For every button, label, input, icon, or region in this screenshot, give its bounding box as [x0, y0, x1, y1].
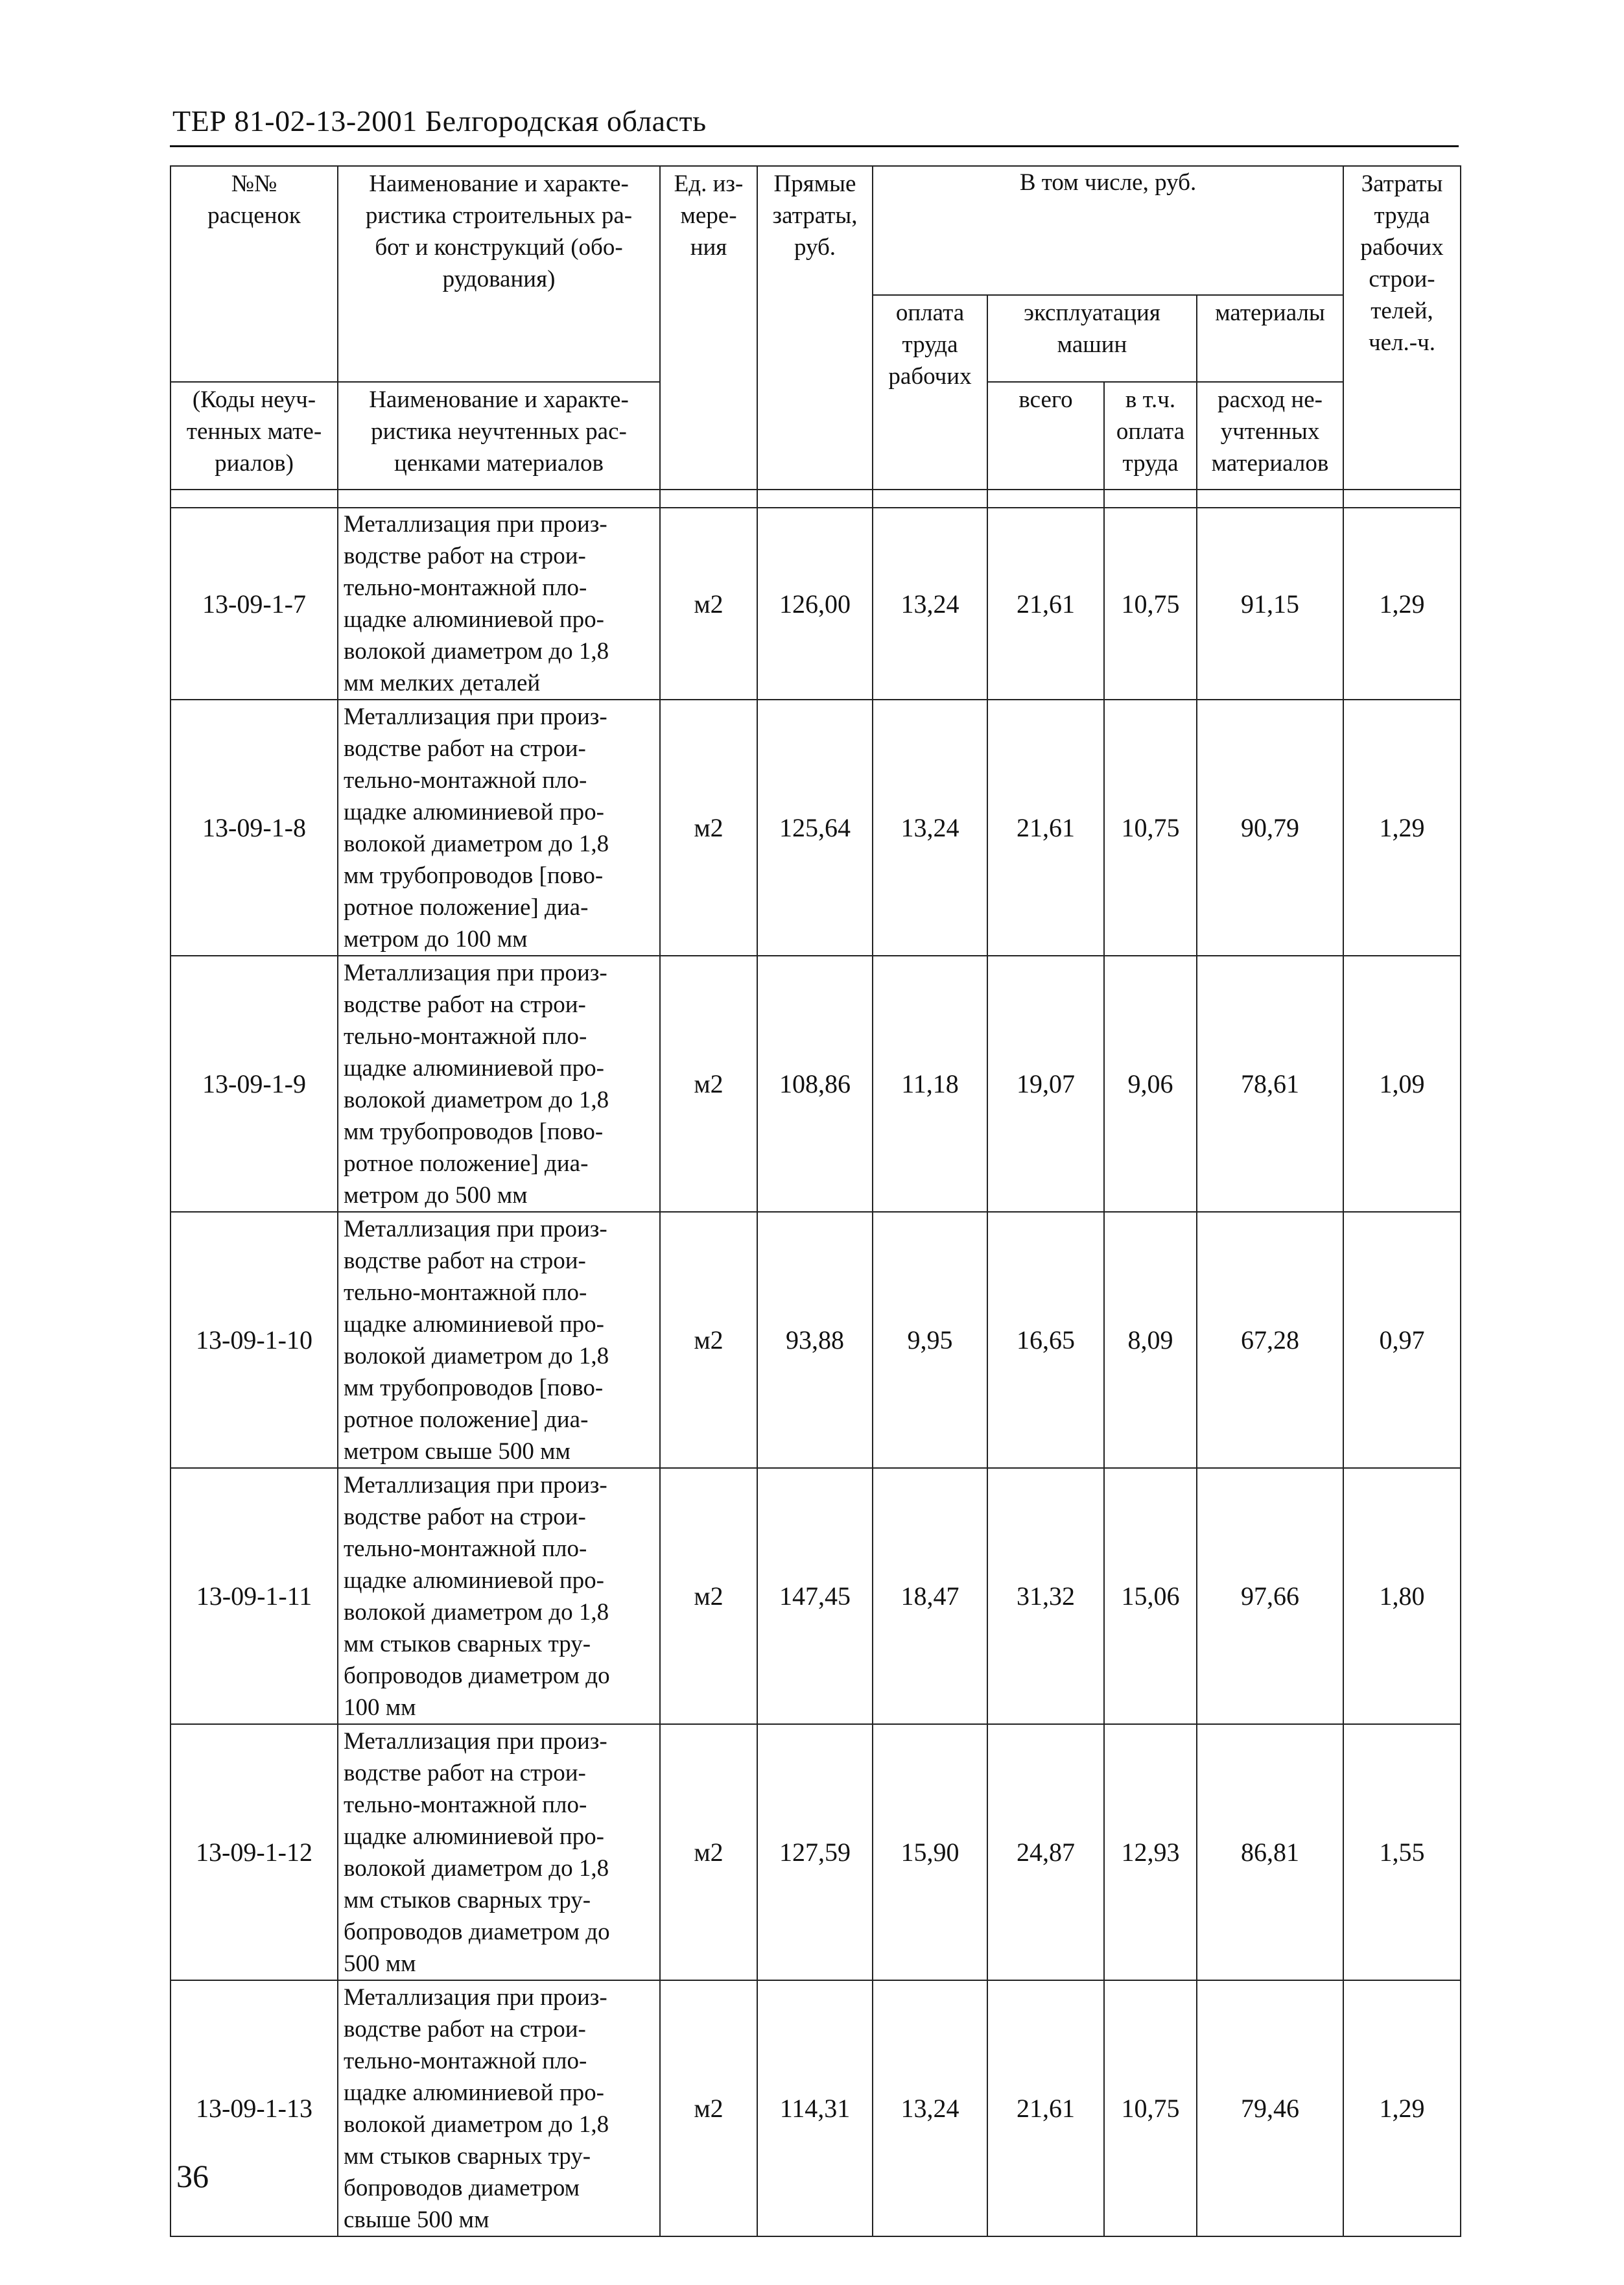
- header-line: эксплуатация: [1024, 300, 1160, 326]
- description-line: щадке алюминиевой про-: [344, 606, 604, 633]
- direct-cost-value: 108,86: [757, 956, 873, 1212]
- machines-wages-value: 15,06: [1104, 1468, 1197, 1724]
- header-line: рабочих: [1360, 234, 1444, 261]
- labor-header: [1344, 168, 1460, 359]
- table-row: [171, 1212, 1461, 1468]
- wages-value: 15,90: [873, 1724, 987, 1980]
- labor-value: 1,55: [1343, 1724, 1461, 1980]
- header-line: рудования): [442, 266, 556, 292]
- header-line: №№: [231, 171, 277, 197]
- unit-value: м2: [660, 508, 757, 700]
- table-body: [171, 508, 1461, 2236]
- machines-header-cell: [987, 295, 1197, 382]
- header-line: (Коды неуч-: [192, 386, 316, 413]
- materials-sub-header: [1201, 384, 1339, 479]
- header-line: расценок: [207, 202, 301, 229]
- header-line: Ед. из-: [674, 171, 744, 197]
- machines-total-header: всего: [987, 382, 1104, 490]
- header-line: ристика строительных ра-: [365, 202, 633, 229]
- wages-value: 13,24: [873, 508, 987, 700]
- rate-code: 13-09-1-13: [171, 1980, 338, 2236]
- description-line: щадке алюминиевой про-: [344, 1310, 604, 1338]
- unit-value: м2: [660, 1980, 757, 2236]
- machines-total-value: 19,07: [987, 956, 1104, 1212]
- code-header: [175, 168, 333, 231]
- description-line: волокой диаметром до 1,8: [344, 830, 609, 857]
- code-sub-header-cell: [171, 382, 338, 490]
- wages-value: 11,18: [873, 956, 987, 1212]
- rate-description: [338, 1724, 660, 1980]
- machines-wages-value: 12,93: [1104, 1724, 1197, 1980]
- materials-value: 97,66: [1197, 1468, 1343, 1724]
- machines-total-value: 31,32: [987, 1468, 1104, 1724]
- direct-cost-value: 93,88: [757, 1212, 873, 1468]
- description-line: метром свыше 500 мм: [344, 1438, 571, 1465]
- table-row: [171, 1724, 1461, 1980]
- code-header-rest: [171, 295, 338, 382]
- wages-value: 18,47: [873, 1468, 987, 1724]
- rate-code: 13-09-1-9: [171, 956, 338, 1212]
- header-line: Наименование и характе-: [369, 171, 629, 197]
- header-line: оплата: [1116, 418, 1185, 445]
- description-line: водстве работ на строи-: [344, 1759, 586, 1786]
- materials-value: 78,61: [1197, 956, 1343, 1212]
- wages-header: [877, 297, 983, 392]
- machines-total-value: 24,87: [987, 1724, 1104, 1980]
- code-header-cell: [171, 166, 338, 295]
- header-line: учтенных: [1220, 418, 1320, 445]
- materials-value: 91,15: [1197, 508, 1343, 700]
- rate-description: [338, 1468, 660, 1724]
- machines-wages-header-cell: [1104, 382, 1197, 490]
- description-line: волокой диаметром до 1,8: [344, 1598, 609, 1626]
- description-line: тельно-монтажной пло-: [344, 1023, 587, 1050]
- description-line: Металлизация при произ-: [344, 1215, 607, 1242]
- materials-value: 86,81: [1197, 1724, 1343, 1980]
- description-line: бопроводов диаметром до: [344, 1662, 610, 1689]
- rate-description: [338, 700, 660, 956]
- description-line: мм стыков сварных тру-: [344, 2142, 591, 2170]
- rates-table: [170, 165, 1461, 2237]
- header-line: труда: [902, 331, 958, 358]
- header-line: Наименование и характе-: [369, 386, 629, 413]
- description-line: волокой диаметром до 1,8: [344, 1086, 609, 1113]
- table-row: [171, 508, 1461, 700]
- direct-cost-value: 114,31: [757, 1980, 873, 2236]
- header-line: тенных мате-: [186, 418, 322, 445]
- description-line: волокой диаметром до 1,8: [344, 1854, 609, 1882]
- description-line: метром до 100 мм: [344, 925, 528, 953]
- header-line: оплата: [895, 300, 965, 326]
- header-line: руб.: [794, 234, 836, 261]
- description-line: тельно-монтажной пло-: [344, 1535, 587, 1562]
- description-line: метром до 500 мм: [344, 1181, 528, 1209]
- machines-wages-value: 10,75: [1104, 1980, 1197, 2236]
- description-line: водстве работ на строи-: [344, 1247, 586, 1274]
- description-line: щадке алюминиевой про-: [344, 1823, 604, 1850]
- description-line: щадке алюминиевой про-: [344, 798, 604, 825]
- description-line: тельно-монтажной пло-: [344, 2047, 587, 2074]
- direct-header-cell: [757, 166, 873, 490]
- header-line: материалов: [1211, 450, 1329, 477]
- machines-wages-value: 9,06: [1104, 956, 1197, 1212]
- labor-value: 1,29: [1343, 1980, 1461, 2236]
- page-number: 36: [176, 2158, 209, 2194]
- header-line: затраты,: [772, 202, 858, 229]
- unit-value: м2: [660, 956, 757, 1212]
- wages-value: 13,24: [873, 1980, 987, 2236]
- header-line: мере-: [680, 202, 737, 229]
- description-line: тельно-монтажной пло-: [344, 1791, 587, 1818]
- table-row: [171, 956, 1461, 1212]
- rate-code: 13-09-1-7: [171, 508, 338, 700]
- labor-value: 1,29: [1343, 700, 1461, 956]
- table-head: [171, 166, 1461, 508]
- materials-value: 79,46: [1197, 1980, 1343, 2236]
- labor-value: 1,09: [1343, 956, 1461, 1212]
- description-line: мм трубопроводов [пово-: [344, 1374, 604, 1401]
- description-line: водстве работ на строи-: [344, 1503, 586, 1530]
- header-line: бот и конструкций (обо-: [375, 234, 623, 261]
- materials-sub-header-cell: [1197, 382, 1343, 490]
- description-line: щадке алюминиевой про-: [344, 1567, 604, 1594]
- machines-total-value: 21,61: [987, 508, 1104, 700]
- header-line: строи-: [1369, 266, 1435, 292]
- direct-cost-value: 127,59: [757, 1724, 873, 1980]
- rate-code: 13-09-1-11: [171, 1468, 338, 1724]
- machines-total-value: 21,61: [987, 1980, 1104, 2236]
- incl-header: В том числе, руб.: [873, 166, 1343, 295]
- header-line: Затраты: [1361, 171, 1443, 197]
- description-line: мм трубопроводов [пово-: [344, 1118, 604, 1145]
- description-line: Металлизация при произ-: [344, 1471, 607, 1498]
- direct-header: [762, 168, 868, 263]
- unit-value: м2: [660, 1468, 757, 1724]
- description-line: тельно-монтажной пло-: [344, 1279, 587, 1306]
- table-row: [171, 1980, 1461, 2236]
- code-sub-header: [175, 384, 333, 479]
- description-line: 100 мм: [344, 1694, 416, 1721]
- header-separator-row: [171, 490, 1461, 508]
- name-header: [342, 168, 655, 295]
- description-line: бопроводов диаметром: [344, 2174, 580, 2201]
- labor-header-cell: [1343, 166, 1461, 490]
- description-line: волокой диаметром до 1,8: [344, 1342, 609, 1369]
- description-line: мм трубопроводов [пово-: [344, 862, 604, 889]
- description-line: свыше 500 мм: [344, 2206, 489, 2233]
- header-line: труда: [1374, 202, 1430, 229]
- machines-wages-header: [1109, 384, 1192, 479]
- description-line: волокой диаметром до 1,8: [344, 2111, 609, 2138]
- description-line: щадке алюминиевой про-: [344, 2079, 604, 2106]
- direct-cost-value: 147,45: [757, 1468, 873, 1724]
- direct-cost-value: 126,00: [757, 508, 873, 700]
- description-line: волокой диаметром до 1,8: [344, 638, 609, 665]
- labor-value: 1,29: [1343, 508, 1461, 700]
- header-line: телей,: [1371, 298, 1433, 324]
- labor-value: 0,97: [1343, 1212, 1461, 1468]
- rate-code: 13-09-1-12: [171, 1724, 338, 1980]
- header-line: машин: [1057, 331, 1127, 358]
- description-line: 500 мм: [344, 1950, 416, 1977]
- header-line: в т.ч.: [1125, 386, 1176, 413]
- wages-header-cell: [873, 295, 987, 490]
- description-line: щадке алюминиевой про-: [344, 1054, 604, 1082]
- machines-wages-value: 10,75: [1104, 700, 1197, 956]
- rate-code: 13-09-1-10: [171, 1212, 338, 1468]
- header-line: ценками материалов: [394, 450, 604, 477]
- header-line: ристика неучтенных рас-: [371, 418, 627, 445]
- description-line: Металлизация при произ-: [344, 959, 607, 986]
- table-row: [171, 1468, 1461, 1724]
- description-line: бопроводов диаметром до: [344, 1918, 610, 1945]
- name-header-cell: [338, 166, 660, 295]
- wages-value: 9,95: [873, 1212, 987, 1468]
- description-line: водстве работ на строи-: [344, 543, 586, 569]
- description-line: ротное положение] диа-: [344, 1150, 589, 1177]
- header-line: чел.-ч.: [1369, 329, 1435, 356]
- materials-value: 67,28: [1197, 1212, 1343, 1468]
- description-line: Металлизация при произ-: [344, 511, 607, 538]
- unit-value: м2: [660, 700, 757, 956]
- labor-value: 1,80: [1343, 1468, 1461, 1724]
- header-line: рабочих: [888, 363, 972, 390]
- machines-total-value: 16,65: [987, 1212, 1104, 1468]
- unit-header-cell: [660, 166, 757, 490]
- description-line: водстве работ на строи-: [344, 2015, 586, 2042]
- description-line: ротное положение] диа-: [344, 1406, 589, 1433]
- description-line: мм стыков сварных тру-: [344, 1886, 591, 1913]
- description-line: Металлизация при произ-: [344, 1983, 607, 2011]
- materials-value: 90,79: [1197, 700, 1343, 956]
- name-header-rest: [338, 295, 660, 382]
- header-line: труда: [1122, 450, 1179, 477]
- description-line: тельно-монтажной пло-: [344, 574, 587, 601]
- rate-description: [338, 508, 660, 700]
- direct-cost-value: 125,64: [757, 700, 873, 956]
- unit-value: м2: [660, 1724, 757, 1980]
- description-line: ротное положение] диа-: [344, 894, 589, 921]
- machines-header: [992, 297, 1192, 361]
- rate-description: [338, 1212, 660, 1468]
- header-line: Прямые: [773, 171, 856, 197]
- description-line: водстве работ на строи-: [344, 991, 586, 1018]
- page-header: ТЕР 81-02-13-2001 Белгородская область: [172, 104, 707, 137]
- header-line: расход не-: [1218, 386, 1323, 413]
- rate-description: [338, 956, 660, 1212]
- description-line: тельно-монтажной пло-: [344, 766, 587, 794]
- header-rule: [170, 145, 1459, 147]
- rate-description: [338, 1980, 660, 2236]
- unit-header: [665, 168, 753, 263]
- machines-wages-value: 10,75: [1104, 508, 1197, 700]
- materials-header: материалы: [1197, 295, 1343, 382]
- machines-total-value: 21,61: [987, 700, 1104, 956]
- machines-wages-value: 8,09: [1104, 1212, 1197, 1468]
- unit-value: м2: [660, 1212, 757, 1468]
- header-line: риалов): [215, 450, 294, 477]
- name-sub-header-cell: [338, 382, 660, 490]
- description-line: водстве работ на строи-: [344, 735, 586, 762]
- rate-code: 13-09-1-8: [171, 700, 338, 956]
- wages-value: 13,24: [873, 700, 987, 956]
- description-line: Металлизация при произ-: [344, 703, 607, 730]
- description-line: мм стыков сварных тру-: [344, 1630, 591, 1657]
- description-line: мм мелких деталей: [344, 670, 541, 696]
- description-line: Металлизация при произ-: [344, 1727, 607, 1755]
- header-line: ния: [690, 234, 727, 261]
- name-sub-header: [342, 384, 655, 479]
- table-row: [171, 700, 1461, 956]
